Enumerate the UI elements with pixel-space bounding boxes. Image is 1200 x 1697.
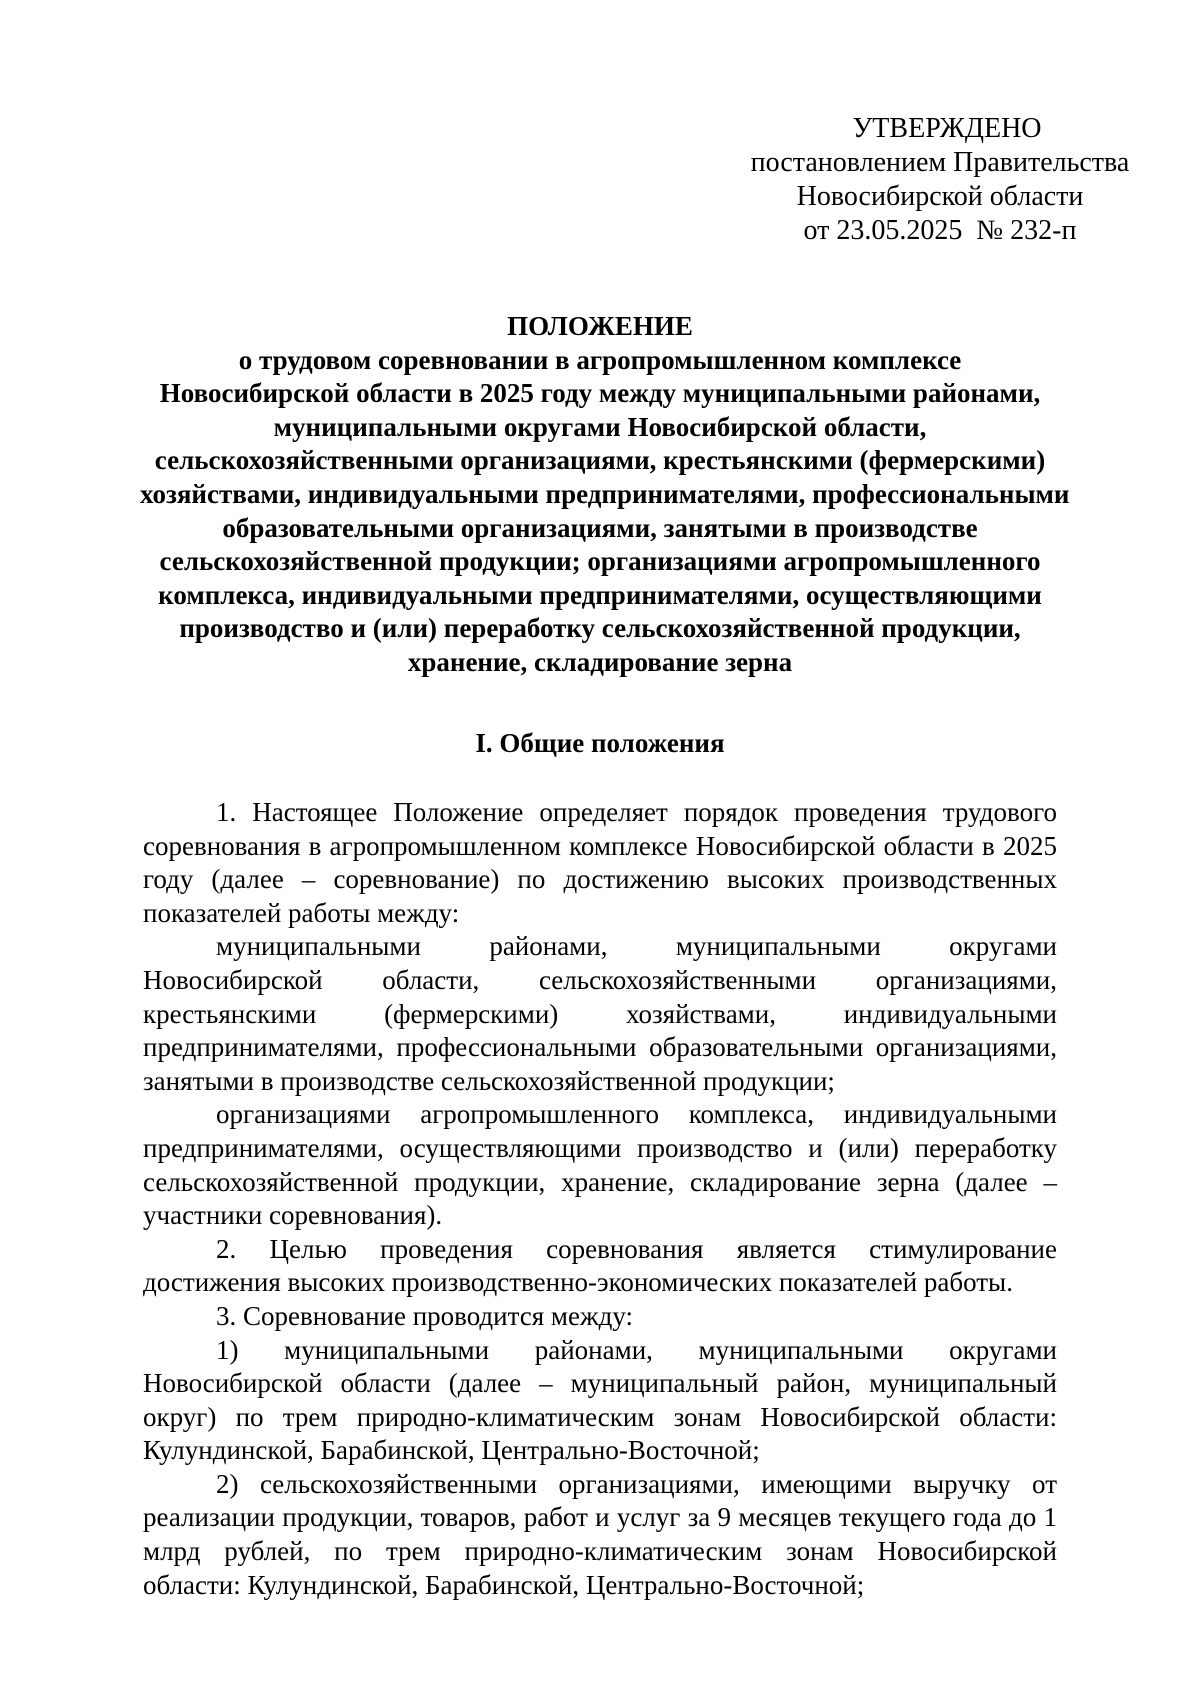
approval-status: УТВЕРЖДЕНО [852, 113, 1042, 144]
document-title-line: образовательными организациями, занятыми в производстве [222, 512, 978, 543]
document-title-line: хозяйствами, индивидуальными предпринимателями, профессиональными [140, 478, 1070, 509]
document-title-line: производство и (или) переработку сельскохозяйственной продукции, [179, 613, 1021, 644]
paragraph: 3. Соревнование проводится между: [216, 1300, 634, 1331]
paragraph: 2. Целью проведения соревнования является стимулирование достижения высоких производственно-экономических показателей работы. [143, 1233, 1057, 1298]
approval-date-number: от 23.05.2025 № 232-п [803, 215, 1077, 246]
document-title-line: сельскохозяйственной продукции; организациями агропромышленного [159, 546, 1041, 577]
paragraph: 1. Настоящее Положение определяет порядок проведения трудового соревнования в агропромышленном комплексе Новосибирской области в 2025 году (далее – соревнование) по достижению высоких производственных показателей работы между: [143, 797, 1057, 928]
section-body [143, 796, 1057, 1602]
document-title-line: комплекса, индивидуальными предпринимателями, осуществляющими [158, 579, 1042, 610]
document-title-line: Новосибирской области в 2025 году между муниципальными районами, [159, 378, 1041, 409]
document-title-line: ПОЛОЖЕНИЕ [507, 311, 693, 341]
section-heading: I. Общие положения [475, 728, 725, 758]
approval-authority: постановлением Правительства [750, 147, 1130, 178]
paragraph: 1) муниципальными районами, муниципальными округами Новосибирской области (далее – муниципальный район, муниципальный округ) по трем природно-климатическим зонам Новосибирской области: Кулундинской, Барабинской, Центрально-Восточной; [143, 1334, 1057, 1466]
paragraph: 2) сельскохозяйственными организациями, имеющими выручку от реализации продукции, товаров, работ и услуг за 9 месяцев текущего года до 1 млрд рублей, по трем природно-климатическим зонам Новосибирской области: Кулундинской, Барабинской, Центрально-Восточной; [143, 1468, 1057, 1600]
approval-region: Новосибирской области [796, 181, 1084, 212]
approval-stamp [740, 112, 1140, 248]
document-title-line: о трудовом соревновании в агропромышленном комплексе [238, 344, 962, 375]
paragraph: муниципальными районами, муниципальными округами Новосибирской области, сельскохозяйственными организациями, крестьянскими (фермерскими) хозяйствами, индивидуальными предпринимателями, профессиональными образовательными организациями, занятыми в производстве сельскохозяйственной продукции; [143, 931, 1057, 1096]
paragraph: организациями агропромышленного комплекса, индивидуальными предпринимателями, осуществляющими производство и (или) переработку сельскохозяйственной продукции, хранение, складирование зерна (далее – участники соревнования). [143, 1099, 1057, 1231]
document-title [140, 310, 1070, 680]
document-title-line: сельскохозяйственными организациями, крестьянскими (фермерскими) [154, 445, 1046, 476]
document-title-line: муниципальными округами Новосибирской области, [273, 411, 927, 442]
document-title-line: хранение, складирование зерна [407, 646, 793, 677]
